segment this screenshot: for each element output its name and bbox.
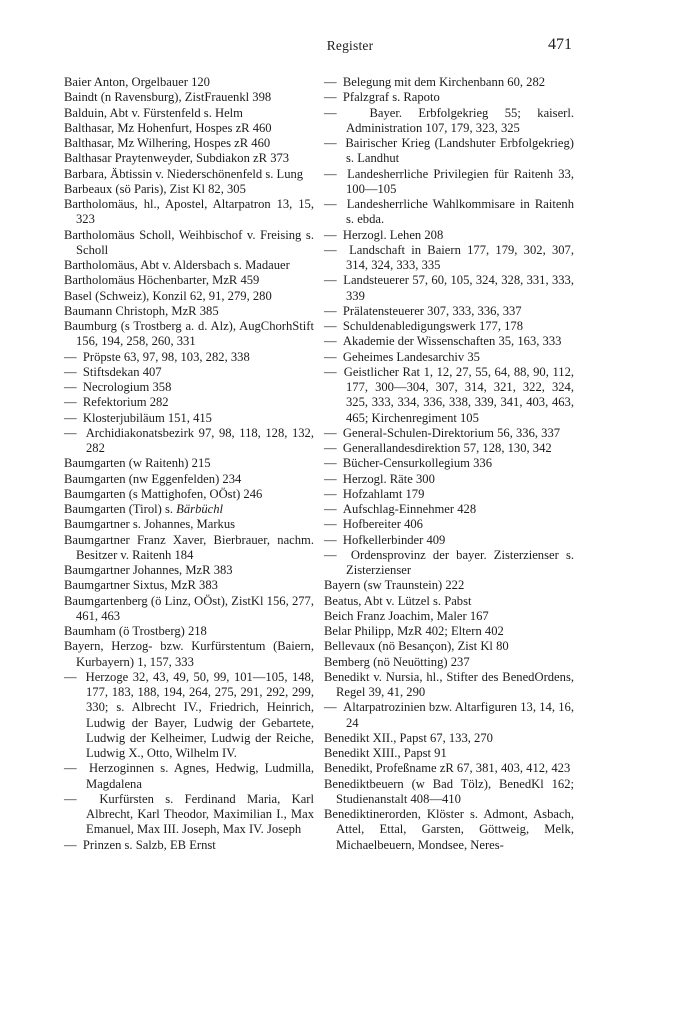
entry-text: Archidiakonatsbezirk 97, 98, 118, 128, 132, 282 [85,425,314,455]
index-subentry [324,472,574,487]
entry-text: Barbara, Äbtissin v. Niederschönenfeld s. Lung [64,166,304,181]
entry-text: Bellevaux (nö Besançon), Zist Kl 80 [324,639,509,654]
index-entry [324,655,574,670]
index-entry [64,258,314,273]
entry-text: Baumgarten (s Mattighofen, OÖst) 246 [64,486,263,501]
index-subentry [324,700,574,731]
entry-text: Benediktbeuern (w Bad Tölz), BenedKl 162; Studienanstalt 408—410 [324,776,574,806]
index-subentry [324,502,574,517]
entry-text: Bartholomäus Scholl, Weihbischof v. Freising s. Scholl [64,227,314,257]
entry-text: Bayern, Herzog- bzw. Kurfürstentum (Baiern, Kurbayern) 1, 157, 333 [64,639,314,669]
index-subentry [64,426,314,457]
index-column-right [324,75,574,853]
entry-text: Bayern (sw Traunstein) 222 [324,578,465,593]
index-subentry [324,426,574,441]
index-subentry [324,533,574,548]
entry-text: Altarpatrozinien bzw. Altarfiguren 13, 14, 16, 24 [343,700,574,730]
index-subentry [64,350,314,365]
index-entry [64,533,314,564]
index-subentry [64,365,314,380]
index-entry [64,151,314,166]
index-subentry [324,334,574,349]
page-header [0,38,700,62]
entry-text: Pröpste 63, 97, 98, 103, 282, 338 [82,349,250,364]
index-entry [64,167,314,182]
index-subentry [324,197,574,228]
index-subentry [324,319,574,334]
index-entry [64,502,314,517]
index-subentry [324,487,574,502]
index-subentry [64,761,314,792]
index-subentry [324,456,574,471]
entry-text: Bairischer Krieg (Landshuter Erbfolgekrieg) s. Landhut [345,136,574,166]
index-subentry [324,90,574,105]
entry-text: Bayer. Erbfolgekrieg 55; kaiserl. Administration 107, 179, 323, 325 [346,105,575,135]
index-entry [324,731,574,746]
index-entry [64,456,314,471]
entry-text: Landesherrliche Wahlkommisare in Raitenh s. ebda. [346,197,575,227]
entry-text: Balthasar, Mz Hohenfurt, Hospes zR 460 [64,120,272,135]
index-entry [324,807,574,853]
entry-text: General-Schulen-Direktorium 56, 336, 337 [342,425,561,440]
entry-text: Benediktinerorden, Klöster s. Admont, Asbach, Attel, Ettal, Garsten, Göttweig, Melk, Michaelbeuern, Mondsee, Neres- [324,807,574,852]
entry-text: Belegung mit dem Kirchenbann 60, 282 [342,75,546,89]
entry-text: Generallandesdirektion 57, 128, 130, 342 [342,441,552,455]
entry-text: Barbeaux (sö Paris), Zist Kl 82, 305 [64,181,246,196]
entry-text: Herzoge 32, 43, 49, 50, 99, 101—105, 148, 177, 183, 188, 194, 264, 275, 291, 292, 299, 330; s. Albrecht IV., Friedrich, Heinrich, Ludwig der Bayer, Ludwig der Gebartete, Ludwig der Kelheimer, Ludwig der Reiche, Ludwig X., Otto, Wilhelm IV. [85,669,315,760]
entry-text: Kurfürsten s. Ferdinand Maria, Karl Albrecht, Karl Theodor, Maximilian I., Max Emanuel, Max III. Joseph, Max IV. Joseph [86,791,315,837]
entry-text: Baindt (n Ravensburg), ZistFrauenkl 398 [64,90,272,105]
entry-text: Baumgartner Sixtus, MzR 383 [64,578,218,593]
entry-text: Basel (Schweiz), Konzil 62, 91, 279, 280 [64,288,272,303]
index-subentry [324,517,574,532]
entry-text: Refektorium 282 [82,395,169,410]
index-entry [324,761,574,776]
page-number: 471 [548,36,572,53]
index-subentry [324,304,574,319]
entry-text: Beich Franz Joachim, Maler 167 [324,608,489,623]
entry-text: Landschaft in Baiern 177, 179, 302, 307, 314, 324, 333, 335 [346,242,574,272]
index-entry [324,609,574,624]
index-entry [64,197,314,228]
entry-text: Bartholomäus, hl., Apostel, Altarpatron 13, 15, 323 [64,197,314,227]
entry-text: Ordensprovinz der bayer. Zisterzienser s. Zisterzienser [346,547,574,577]
index-entry [324,578,574,593]
entry-text: Baumgarten (Tirol) s. [64,502,177,516]
index-entry [64,578,314,593]
index-entry [64,106,314,121]
index-entry [64,289,314,304]
index-subentry [64,792,314,838]
entry-text: Bemberg (nö Neuötting) 237 [324,654,470,669]
entry-text: Landesherrliche Privilegien für Raitenh 33, 100—105 [346,166,575,196]
entry-text: Herzoginnen s. Agnes, Hedwig, Ludmilla, Magdalena [86,761,315,791]
entry-text: Baumburg (s Trostberg a. d. Alz), AugChorhStift 156, 194, 258, 260, 331 [64,319,314,349]
entry-text: Hofkellerbinder 409 [342,532,446,547]
entry-text: Geheimes Landesarchiv 35 [342,349,480,364]
index-entry [324,624,574,639]
index-entry [64,517,314,532]
entry-text: Baumgartner s. Johannes, Markus [64,517,236,532]
entry-text: Balthasar, Mz Wilhering, Hospes zR 460 [64,136,271,150]
entry-text: Hofzahlamt 179 [342,486,425,501]
index-entry [64,273,314,288]
entry-text: Baumham (ö Trostberg) 218 [64,624,207,638]
entry-text: Baumgartner Franz Xaver, Bierbrauer, nachm. Besitzer v. Raitenh 184 [64,532,314,562]
entry-text: Bartholomäus, Abt v. Aldersbach s. Madauer [64,258,290,272]
entry-text: Prinzen s. Salzb, EB Ernst [82,837,216,852]
index-entry [64,304,314,319]
entry-text: Geistlicher Rat 1, 12, 27, 55, 64, 88, 90, 112, 177, 300—304, 307, 314, 321, 322, 324, 325, 333, 334, 336, 338, 339, 341, 403, 463, 465; Kirchenregiment 105 [343,364,575,425]
entry-text: Benedikt, Profeßname zR 67, 381, 403, 412, 423 [324,761,571,776]
index-entry [64,136,314,151]
entry-text: Aufschlag-Einnehmer 428 [342,502,477,516]
entry-text: Benedikt XIII., Papst 91 [324,746,447,760]
entry-text: Landsteuerer 57, 60, 105, 324, 328, 331, 333, 339 [343,273,575,303]
entry-text: Stiftsdekan 407 [82,364,162,379]
entry-text: Herzogl. Lehen 208 [342,227,444,242]
index-subentry [324,273,574,304]
entry-text: Schuldenabledigungswerk 177, 178 [342,319,524,333]
index-subentry [324,548,574,579]
index-entry [64,121,314,136]
entry-text: Hofbereiter 406 [342,517,423,532]
index-subentry [324,106,574,137]
index-subentry [64,838,314,853]
entry-text: Baumgarten (nw Eggenfelden) 234 [64,471,242,486]
entry-text: Baier Anton, Orgelbauer 120 [64,75,210,89]
index-entry [324,746,574,761]
index-entry [64,487,314,502]
index-entry [64,319,314,350]
index-entry [64,563,314,578]
entry-text: Baumgartner Johannes, MzR 383 [64,563,233,577]
entry-text: Herzogl. Räte 300 [342,471,435,486]
index-subentry [324,350,574,365]
index-column-left [64,75,314,853]
entry-text: Balduin, Abt v. Fürstenfeld s. Helm [64,105,243,120]
entry-italic-text: Bärbüchl [176,502,224,516]
entry-text: Akademie der Wissenschaften 35, 163, 333 [342,334,562,349]
running-title: Register [326,38,374,53]
index-subentry [64,411,314,426]
entry-text: Bücher-Censurkollegium 336 [342,456,492,471]
entry-text: Baumgarten (w Raitenh) 215 [64,456,211,471]
index-subentry [324,167,574,198]
index-entry [64,624,314,639]
index-entry [324,594,574,609]
entry-text: Benedikt v. Nursia, hl., Stifter des BenedOrdens, Regel 39, 41, 290 [324,669,574,699]
entry-text: Beatus, Abt v. Lützel s. Pabst [324,593,472,608]
index-entry [324,777,574,808]
index-subentry [64,395,314,410]
index-subentry [324,136,574,167]
index-subentry [324,243,574,274]
entry-text: Pfalzgraf s. Rapoto [342,90,440,105]
index-entry [64,228,314,259]
entry-text: Necrologium 358 [82,380,172,394]
index-subentry [64,670,314,762]
index-subentry [324,365,574,426]
entry-text: Klosterjubiläum 151, 415 [82,410,212,425]
index-entry [324,670,574,701]
entry-text: Bartholomäus Höchenbarter, MzR 459 [64,273,260,288]
entry-text: Benedikt XII., Papst 67, 133, 270 [324,730,493,745]
entry-text: Prälatensteuerer 307, 333, 336, 337 [342,303,522,318]
index-subentry [64,380,314,395]
index-entry [64,182,314,197]
entry-text: Baumann Christoph, MzR 385 [64,303,219,318]
index-entry [324,639,574,654]
index-subentry [324,441,574,456]
index-entry [64,594,314,625]
entry-text: Balthasar Praytenweyder, Subdiakon zR 373 [64,151,290,166]
index-entry [64,639,314,670]
entry-text: Baumgartenberg (ö Linz, OÖst), ZistKl 156, 277, 461, 463 [64,593,314,623]
index-subentry [324,75,574,90]
index-entry [64,75,314,90]
index-entry [64,472,314,487]
entry-text: Belar Philipp, MzR 402; Eltern 402 [324,624,504,638]
index-subentry [324,228,574,243]
index-entry [64,90,314,105]
